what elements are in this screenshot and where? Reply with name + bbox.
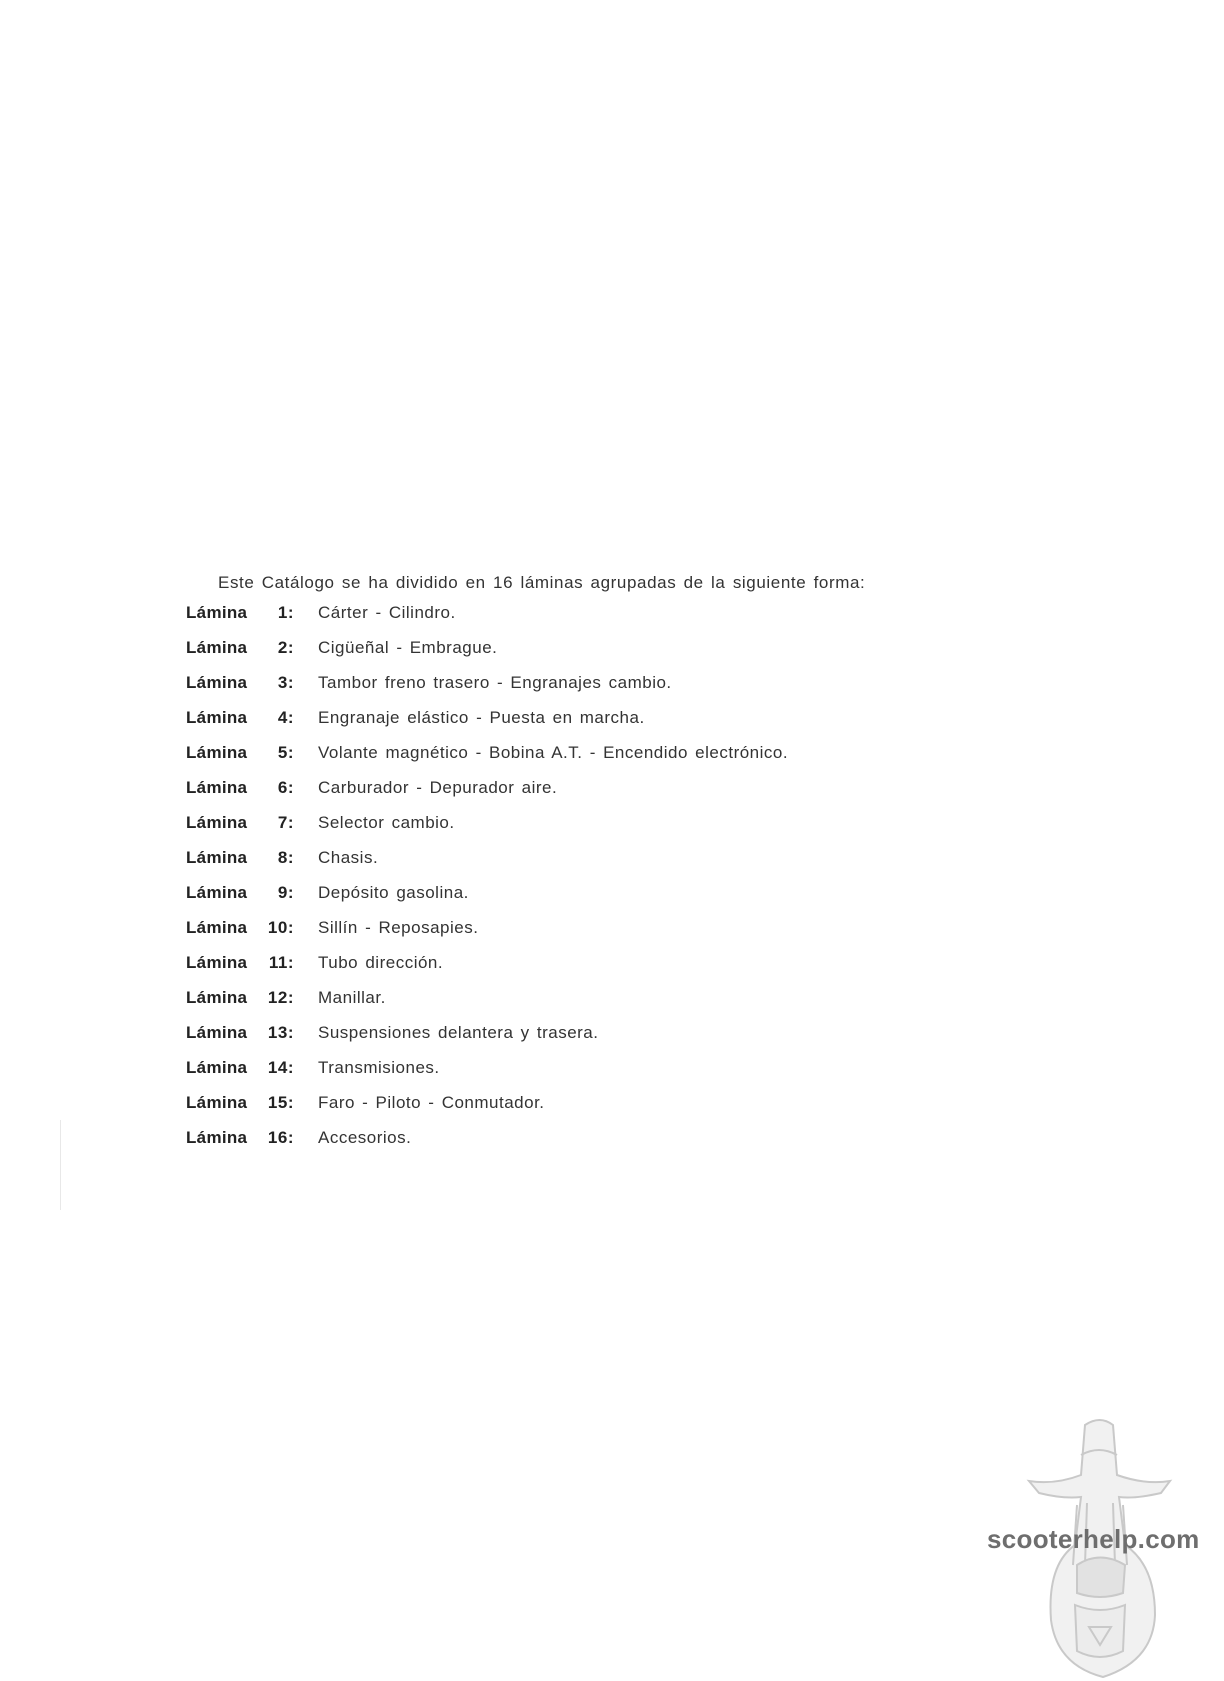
plate-row: [186, 638, 788, 673]
plate-description: Volante magnético - Bobina A.T. - Encendido electrónico.: [318, 743, 789, 762]
plate-row: [186, 743, 788, 778]
plate-label: Lámina: [186, 918, 248, 937]
plate-row: [186, 988, 788, 1023]
plate-row: [186, 673, 788, 708]
plate-number: 16 :: [252, 1128, 294, 1148]
plate-description: Depósito gasolina.: [318, 883, 469, 902]
plate-number: 6 :: [252, 778, 294, 798]
plate-number: 13 :: [252, 1023, 294, 1043]
plate-label: Lámina: [186, 813, 248, 832]
plate-number: 9 :: [252, 883, 294, 903]
plate-row: [186, 918, 788, 953]
plate-description: Accesorios.: [318, 1128, 412, 1147]
plate-label: Lámina: [186, 1093, 248, 1112]
plate-label: Lámina: [186, 673, 248, 692]
plate-label: Lámina: [186, 883, 248, 902]
plate-number: 10 :: [252, 918, 294, 938]
plate-description: Suspensiones delantera y trasera.: [318, 1023, 599, 1042]
plate-list: [186, 603, 788, 1163]
plate-description: Sillín - Reposapies.: [318, 918, 479, 937]
plate-row: [186, 813, 788, 848]
plate-label: Lámina: [186, 708, 248, 727]
plate-row: [186, 1023, 788, 1058]
plate-label: Lámina: [186, 1023, 248, 1042]
plate-row: [186, 1128, 788, 1163]
plate-number: 15 :: [252, 1093, 294, 1113]
plate-number: 1 :: [252, 603, 294, 623]
plate-row: [186, 848, 788, 883]
plate-label: Lámina: [186, 988, 248, 1007]
plate-label: Lámina: [186, 638, 248, 657]
plate-label: Lámina: [186, 603, 248, 622]
plate-description: Cárter - Cilindro.: [318, 603, 456, 622]
plate-label: Lámina: [186, 1128, 248, 1147]
plate-number: 8 :: [252, 848, 294, 868]
plate-description: Transmisiones.: [318, 1058, 440, 1077]
plate-number: 4 :: [252, 708, 294, 728]
plate-description: Selector cambio.: [318, 813, 455, 832]
plate-description: Engranaje elástico - Puesta en marcha.: [318, 708, 645, 727]
plate-label: Lámina: [186, 743, 248, 762]
plate-row: [186, 883, 788, 918]
plate-row: [186, 603, 788, 638]
plate-row: [186, 778, 788, 813]
scan-edge-mark: [60, 1120, 61, 1210]
plate-description: Manillar.: [318, 988, 386, 1007]
plate-row: [186, 953, 788, 988]
plate-description: Tambor freno trasero - Engranajes cambio.: [318, 673, 672, 692]
plate-number: 12 :: [252, 988, 294, 1008]
plate-label: Lámina: [186, 1058, 248, 1077]
plate-description: Cigüeñal - Embrague.: [318, 638, 498, 657]
plate-number: 14 :: [252, 1058, 294, 1078]
plate-row: [186, 1093, 788, 1128]
plate-description: Carburador - Depurador aire.: [318, 778, 558, 797]
plate-number: 3 :: [252, 673, 294, 693]
plate-row: [186, 1058, 788, 1093]
plate-row: [186, 708, 788, 743]
plate-description: Chasis.: [318, 848, 379, 867]
plate-description: Faro - Piloto - Conmutador.: [318, 1093, 545, 1112]
plate-label: Lámina: [186, 953, 248, 972]
intro-text: Este Catálogo se ha dividido en 16 láminas agrupadas de la siguiente forma:: [218, 573, 866, 592]
watermark-text: scooterhelp.com: [987, 1524, 1200, 1554]
plate-number: 7 :: [252, 813, 294, 833]
plate-number: 5 :: [252, 743, 294, 763]
plate-label: Lámina: [186, 848, 248, 867]
plate-label: Lámina: [186, 778, 248, 797]
plate-number: 2 :: [252, 638, 294, 658]
plate-description: Tubo dirección.: [318, 953, 444, 972]
plate-number: 11 :: [252, 953, 294, 973]
